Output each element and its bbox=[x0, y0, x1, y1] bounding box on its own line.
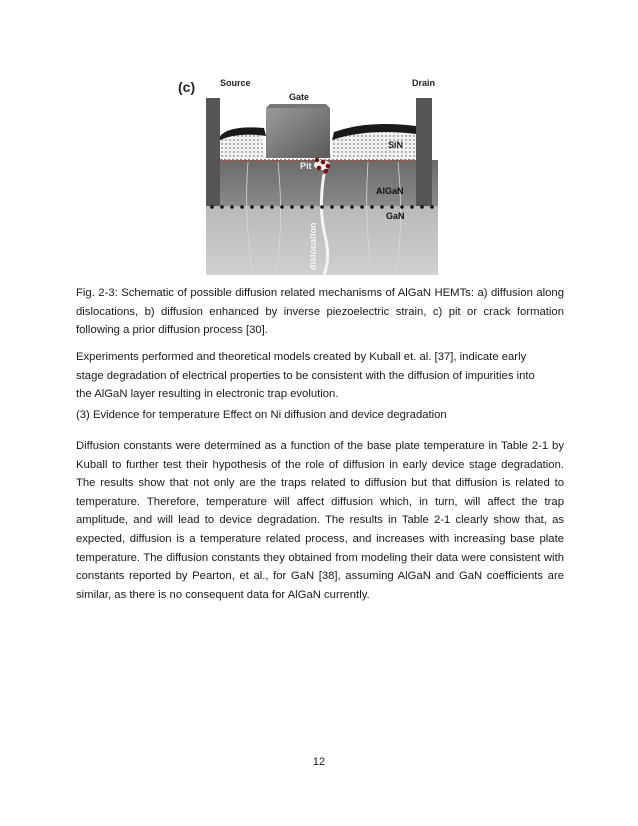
drain-contact bbox=[416, 98, 432, 206]
paragraph-line: Experiments performed and theoretical models created by Kuball et. al. [37], indicate early bbox=[76, 351, 527, 363]
paragraph-line: stage degradation of electrical properties to be consistent with the diffusion of impurities into bbox=[76, 369, 535, 382]
gate-label: Gate bbox=[289, 92, 310, 102]
paragraph-line: the AlGaN layer resulting in electronic trap evolution. bbox=[76, 388, 339, 401]
gate-block bbox=[266, 108, 330, 158]
hemt-schematic-svg bbox=[168, 70, 444, 275]
page-number: 12 bbox=[312, 756, 326, 768]
hemt-schematic-figure bbox=[168, 70, 444, 275]
gan-label: GaN bbox=[386, 211, 405, 221]
drain-label: Drain bbox=[412, 78, 436, 88]
section-heading: (3) Evidence for temperature Effect on Ni diffusion and device degradation bbox=[76, 409, 447, 421]
panel-label: (c) bbox=[178, 79, 196, 95]
pit-label: Pit bbox=[300, 161, 312, 171]
paragraph-kuball-intro bbox=[76, 348, 564, 404]
source-contact bbox=[206, 98, 220, 206]
dislocation-label: dislocation bbox=[308, 222, 318, 270]
algan-label: AlGaN bbox=[376, 186, 404, 196]
sin-label: SiN bbox=[388, 140, 404, 150]
source-label: Source bbox=[220, 78, 251, 88]
figure-caption: Fig. 2-3: Schematic of possible diffusion related mechanisms of AlGaN HEMTs: a) diffusion along dislocations, b) diffusion enhanced by inverse piezoelectric strain, c) pit or crack formation following a prior diffusion process [30]. bbox=[76, 287, 564, 337]
paragraph-diffusion-constants: Diffusion constants were determined as a function of the base plate temperature in Table 2-1 by Kuball to further test their hypothesis of the role of diffusion in early device stage degradation. The results show that not only are the traps related to diffusion but that diffusion is related to temperature. Therefore, temperature will affect diffusion which, in turn, will affect the trap amplitude, and will lead to device degradation. The results in Table 2-1 clearly show that, as expected, diffusion is a temperature related process, and increases with increasing base plate temperature. The diffusion constants they obtained from modeling their data were consistent with constants reported by Pearton, et al., for GaN [38], assuming AlGaN and GaN coefficients are similar, as there is no consequent data for AlGaN currently. bbox=[76, 440, 564, 601]
